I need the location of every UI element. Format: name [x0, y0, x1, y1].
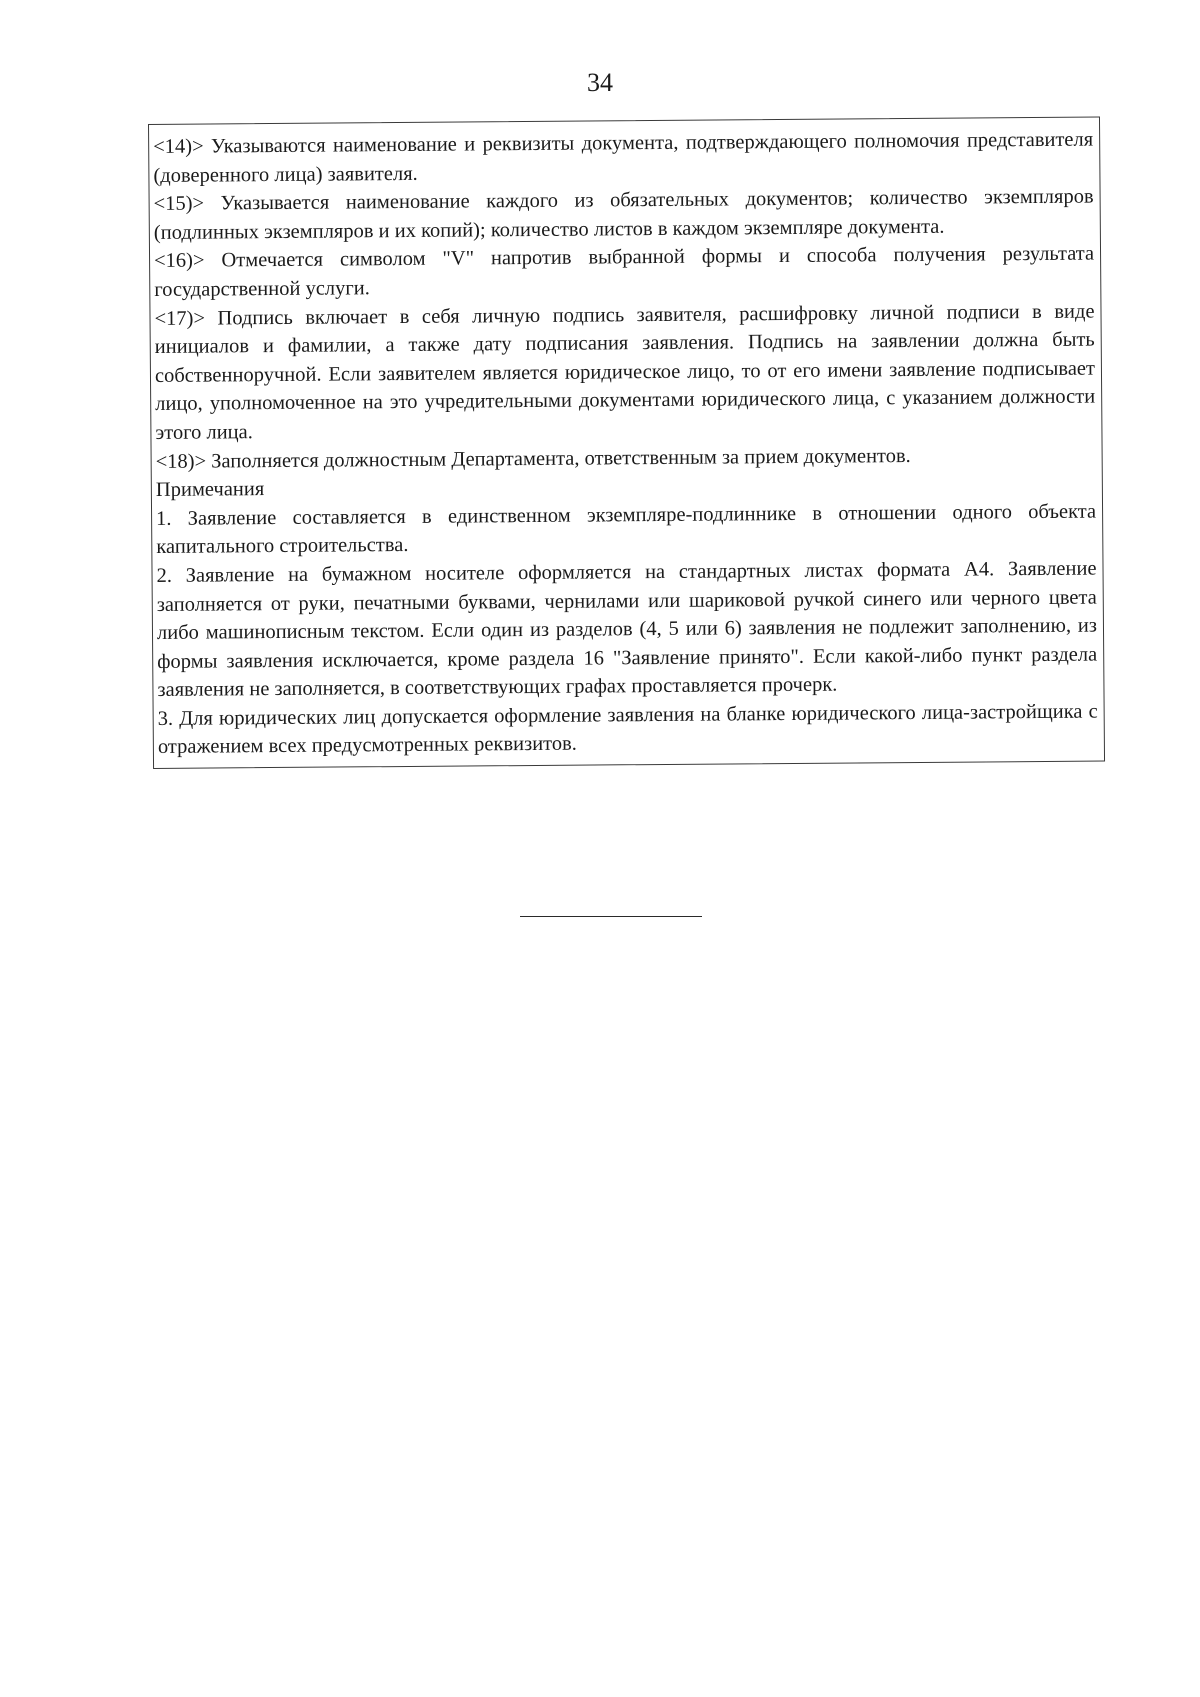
footnote-16: <16)> Отмечается символом "V" напротив выбранной формы и способа получения результата государственной услуги. [153, 242, 1095, 301]
footnote-14: <14)> Указываются наименование и реквизиты документа, подтверждающего полномочия представителя (доверенного лица) заявителя. [153, 128, 1094, 187]
remark-item-3: 3. Для юридических лиц допускается оформление заявления на бланке юридического лица-застройщика с отражением всех предусмотренных реквизитов. [157, 700, 1098, 759]
footnote-15: <15)> Указывается наименование каждого из обязательных документов; количество экземпляров (подлинных экземпляров и их копий); количество листов в каждом экземпляре документа. [153, 185, 1094, 244]
remark-item-2: 2. Заявление на бумажном носителе оформляется на стандартных листах формата А4. Заявление заполняется от руки, печатными буквами, чернилами или шариковой ручкой синего или черного цвета либо машинописным текстом. Если один из разделов (4, 5 или 6) заявления не подлежит заполнению, из формы заявления исключается, кроме раздела 16 "Заявление принято". Если какой-либо пункт раздела заявления не заполняется, в соответствующих графах проставляется прочерк. [156, 557, 1098, 702]
footnote-17: <17)> Подпись включает в себя личную подпись заявителя, расшифровку личной подписи в виде инициалов и фамилии, а также дату подписания заявления. Подпись на заявлении должна быть собственноручной. Если заявителем является юридическое лицо, то от его имени заявление подписывает лицо, уполномоченное на это учредительными документами юридического лица, с указанием должности этого лица. [154, 300, 1096, 444]
footnote-18: <18)> Заполняется должностным Департамента, ответственным за прием документов. [155, 444, 911, 473]
remark-item-1: 1. Заявление составляется в единственном экземпляре-подлиннике в отношении одного объекта капитального строительства. [156, 500, 1097, 559]
page-number: 34 [587, 68, 613, 97]
end-of-document-line [520, 916, 702, 917]
footnotes-box [148, 117, 1105, 770]
remarks-heading: Примечания [155, 478, 265, 502]
